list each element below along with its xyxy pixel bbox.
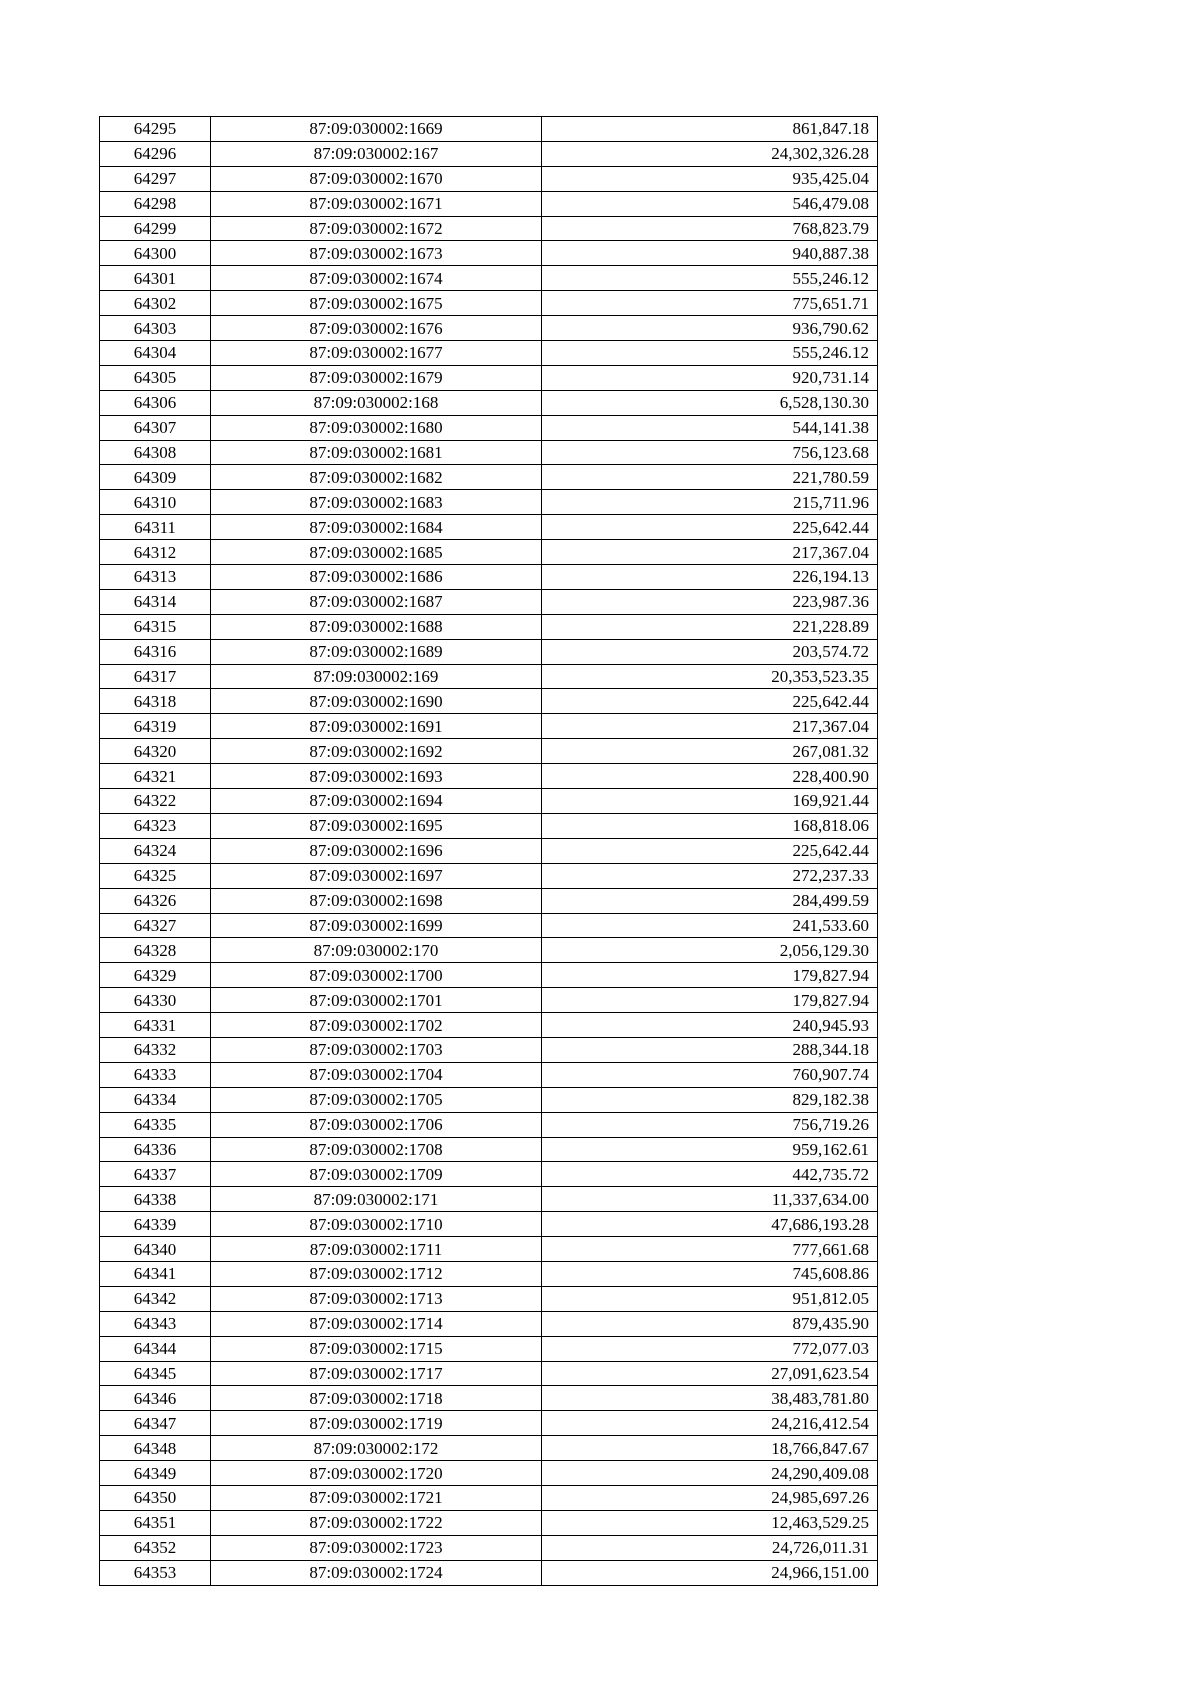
cadastral-number-cell: 87:09:030002:1685 — [211, 540, 542, 565]
row-number-cell: 64318 — [100, 689, 211, 714]
value-cell: 544,141.38 — [542, 415, 878, 440]
cadastral-number-cell: 87:09:030002:1677 — [211, 341, 542, 366]
value-cell: 223,987.36 — [542, 589, 878, 614]
table-row — [100, 540, 878, 565]
row-number-cell: 64301 — [100, 266, 211, 291]
row-number-cell: 64311 — [100, 515, 211, 540]
row-number-cell: 64336 — [100, 1137, 211, 1162]
table-body — [100, 117, 878, 1586]
value-cell: 169,921.44 — [542, 789, 878, 814]
cadastral-number-cell: 87:09:030002:167 — [211, 141, 542, 166]
table-row — [100, 789, 878, 814]
table-row — [100, 714, 878, 739]
value-cell: 203,574.72 — [542, 639, 878, 664]
value-cell: 27,091,623.54 — [542, 1361, 878, 1386]
table-row — [100, 1162, 878, 1187]
cadastral-number-cell: 87:09:030002:1724 — [211, 1560, 542, 1585]
row-number-cell: 64306 — [100, 390, 211, 415]
table-row — [100, 1137, 878, 1162]
value-cell: 221,780.59 — [542, 465, 878, 490]
table-row — [100, 291, 878, 316]
table-row — [100, 1286, 878, 1311]
row-number-cell: 64296 — [100, 141, 211, 166]
row-number-cell: 64322 — [100, 789, 211, 814]
value-cell: 24,985,697.26 — [542, 1485, 878, 1510]
row-number-cell: 64348 — [100, 1436, 211, 1461]
row-number-cell: 64307 — [100, 415, 211, 440]
row-number-cell: 64335 — [100, 1112, 211, 1137]
cadastral-number-cell: 87:09:030002:1686 — [211, 565, 542, 590]
table-row — [100, 216, 878, 241]
row-number-cell: 64302 — [100, 291, 211, 316]
table-row — [100, 764, 878, 789]
cadastral-number-cell: 87:09:030002:1682 — [211, 465, 542, 490]
value-cell: 226,194.13 — [542, 565, 878, 590]
table-row — [100, 639, 878, 664]
cadastral-number-cell: 87:09:030002:1720 — [211, 1461, 542, 1486]
value-cell: 284,499.59 — [542, 888, 878, 913]
value-cell: 24,726,011.31 — [542, 1535, 878, 1560]
value-cell: 745,608.86 — [542, 1261, 878, 1286]
cadastral-number-cell: 87:09:030002:1703 — [211, 1037, 542, 1062]
table-row — [100, 838, 878, 863]
table-row — [100, 415, 878, 440]
cadastral-number-cell: 87:09:030002:169 — [211, 664, 542, 689]
row-number-cell: 64319 — [100, 714, 211, 739]
cadastral-number-cell: 87:09:030002:1699 — [211, 913, 542, 938]
row-number-cell: 64343 — [100, 1311, 211, 1336]
row-number-cell: 64330 — [100, 988, 211, 1013]
value-cell: 772,077.03 — [542, 1336, 878, 1361]
cadastral-number-cell: 87:09:030002:171 — [211, 1187, 542, 1212]
value-cell: 940,887.38 — [542, 241, 878, 266]
row-number-cell: 64340 — [100, 1237, 211, 1262]
row-number-cell: 64345 — [100, 1361, 211, 1386]
table-row — [100, 1510, 878, 1535]
table-row — [100, 1560, 878, 1585]
row-number-cell: 64314 — [100, 589, 211, 614]
value-cell: 38,483,781.80 — [542, 1386, 878, 1411]
cadastral-number-cell: 87:09:030002:1721 — [211, 1485, 542, 1510]
value-cell: 951,812.05 — [542, 1286, 878, 1311]
table-row — [100, 166, 878, 191]
table-row — [100, 1436, 878, 1461]
table-row — [100, 316, 878, 341]
value-cell: 215,711.96 — [542, 490, 878, 515]
table-row — [100, 1386, 878, 1411]
table-row — [100, 515, 878, 540]
row-number-cell: 64324 — [100, 838, 211, 863]
cadastral-number-cell: 87:09:030002:1693 — [211, 764, 542, 789]
cadastral-number-cell: 87:09:030002:1700 — [211, 963, 542, 988]
cadastral-number-cell: 87:09:030002:1710 — [211, 1212, 542, 1237]
row-number-cell: 64333 — [100, 1062, 211, 1087]
row-number-cell: 64332 — [100, 1037, 211, 1062]
value-cell: 47,686,193.28 — [542, 1212, 878, 1237]
table-row — [100, 739, 878, 764]
row-number-cell: 64298 — [100, 191, 211, 216]
table-row — [100, 266, 878, 291]
row-number-cell: 64297 — [100, 166, 211, 191]
table-row — [100, 614, 878, 639]
value-cell: 11,337,634.00 — [542, 1187, 878, 1212]
row-number-cell: 64295 — [100, 117, 211, 142]
value-cell: 267,081.32 — [542, 739, 878, 764]
value-cell: 228,400.90 — [542, 764, 878, 789]
value-cell: 546,479.08 — [542, 191, 878, 216]
table-row — [100, 490, 878, 515]
row-number-cell: 64320 — [100, 739, 211, 764]
value-cell: 756,123.68 — [542, 440, 878, 465]
cadastral-number-cell: 87:09:030002:1712 — [211, 1261, 542, 1286]
row-number-cell: 64305 — [100, 365, 211, 390]
cadastral-number-cell: 87:09:030002:1702 — [211, 1013, 542, 1038]
table-row — [100, 1336, 878, 1361]
row-number-cell: 64317 — [100, 664, 211, 689]
cadastral-number-cell: 87:09:030002:1681 — [211, 440, 542, 465]
row-number-cell: 64350 — [100, 1485, 211, 1510]
cadastral-number-cell: 87:09:030002:1697 — [211, 863, 542, 888]
cadastral-number-cell: 87:09:030002:1698 — [211, 888, 542, 913]
table-row — [100, 141, 878, 166]
cadastral-number-cell: 87:09:030002:1709 — [211, 1162, 542, 1187]
cadastral-number-cell: 87:09:030002:1715 — [211, 1336, 542, 1361]
cadastral-number-cell: 87:09:030002:1713 — [211, 1286, 542, 1311]
table-row — [100, 963, 878, 988]
row-number-cell: 64339 — [100, 1212, 211, 1237]
table-row — [100, 117, 878, 142]
cadastral-number-cell: 87:09:030002:1704 — [211, 1062, 542, 1087]
table-row — [100, 440, 878, 465]
table-row — [100, 241, 878, 266]
value-cell: 555,246.12 — [542, 341, 878, 366]
value-cell: 24,966,151.00 — [542, 1560, 878, 1585]
cadastral-number-cell: 87:09:030002:1701 — [211, 988, 542, 1013]
row-number-cell: 64349 — [100, 1461, 211, 1486]
table-row — [100, 589, 878, 614]
cadastral-number-cell: 87:09:030002:168 — [211, 390, 542, 415]
table-row — [100, 191, 878, 216]
row-number-cell: 64310 — [100, 490, 211, 515]
row-number-cell: 64313 — [100, 565, 211, 590]
table-row — [100, 1461, 878, 1486]
cadastral-number-cell: 87:09:030002:1684 — [211, 515, 542, 540]
cadastral-number-cell: 87:09:030002:1692 — [211, 739, 542, 764]
row-number-cell: 64346 — [100, 1386, 211, 1411]
cadastral-number-cell: 87:09:030002:1723 — [211, 1535, 542, 1560]
row-number-cell: 64331 — [100, 1013, 211, 1038]
value-cell: 217,367.04 — [542, 714, 878, 739]
value-cell: 6,528,130.30 — [542, 390, 878, 415]
row-number-cell: 64334 — [100, 1087, 211, 1112]
table-row — [100, 1062, 878, 1087]
row-number-cell: 64351 — [100, 1510, 211, 1535]
cadastral-number-cell: 87:09:030002:1669 — [211, 117, 542, 142]
cadastral-number-cell: 87:09:030002:1689 — [211, 639, 542, 664]
row-number-cell: 64329 — [100, 963, 211, 988]
table-row — [100, 813, 878, 838]
value-cell: 959,162.61 — [542, 1137, 878, 1162]
value-cell: 241,533.60 — [542, 913, 878, 938]
row-number-cell: 64327 — [100, 913, 211, 938]
value-cell: 920,731.14 — [542, 365, 878, 390]
row-number-cell: 64353 — [100, 1560, 211, 1585]
row-number-cell: 64323 — [100, 813, 211, 838]
cadastral-number-cell: 87:09:030002:1722 — [211, 1510, 542, 1535]
cadastral-number-cell: 87:09:030002:1690 — [211, 689, 542, 714]
table-row — [100, 465, 878, 490]
table-row — [100, 1411, 878, 1436]
value-cell: 18,766,847.67 — [542, 1436, 878, 1461]
table-row — [100, 1311, 878, 1336]
cadastral-number-cell: 87:09:030002:1680 — [211, 415, 542, 440]
table-row — [100, 1535, 878, 1560]
row-number-cell: 64303 — [100, 316, 211, 341]
table-row — [100, 1087, 878, 1112]
cadastral-number-cell: 87:09:030002:1672 — [211, 216, 542, 241]
row-number-cell: 64328 — [100, 938, 211, 963]
cadastral-number-cell: 87:09:030002:1670 — [211, 166, 542, 191]
table-row — [100, 1485, 878, 1510]
table-row — [100, 938, 878, 963]
table-row — [100, 689, 878, 714]
cadastral-number-cell: 87:09:030002:1708 — [211, 1137, 542, 1162]
table-row — [100, 888, 878, 913]
cadastral-number-cell: 87:09:030002:1683 — [211, 490, 542, 515]
cadastral-number-cell: 87:09:030002:1711 — [211, 1237, 542, 1262]
value-cell: 861,847.18 — [542, 117, 878, 142]
cadastral-number-cell: 87:09:030002:1679 — [211, 365, 542, 390]
table-row — [100, 1037, 878, 1062]
value-cell: 829,182.38 — [542, 1087, 878, 1112]
table-row — [100, 565, 878, 590]
row-number-cell: 64321 — [100, 764, 211, 789]
value-cell: 225,642.44 — [542, 838, 878, 863]
cadastral-number-cell: 87:09:030002:1717 — [211, 1361, 542, 1386]
value-cell: 768,823.79 — [542, 216, 878, 241]
cadastral-number-cell: 87:09:030002:1674 — [211, 266, 542, 291]
row-number-cell: 64304 — [100, 341, 211, 366]
cadastral-number-cell: 87:09:030002:1676 — [211, 316, 542, 341]
value-cell: 12,463,529.25 — [542, 1510, 878, 1535]
cadastral-number-cell: 87:09:030002:170 — [211, 938, 542, 963]
cadastral-number-cell: 87:09:030002:1687 — [211, 589, 542, 614]
table-row — [100, 1237, 878, 1262]
row-number-cell: 64315 — [100, 614, 211, 639]
table-row — [100, 365, 878, 390]
value-cell: 168,818.06 — [542, 813, 878, 838]
cadastral-value-table — [99, 116, 878, 1586]
table-row — [100, 1212, 878, 1237]
cadastral-number-cell: 87:09:030002:1696 — [211, 838, 542, 863]
value-cell: 20,353,523.35 — [542, 664, 878, 689]
row-number-cell: 64338 — [100, 1187, 211, 1212]
row-number-cell: 64342 — [100, 1286, 211, 1311]
cadastral-number-cell: 87:09:030002:1695 — [211, 813, 542, 838]
value-cell: 935,425.04 — [542, 166, 878, 191]
value-cell: 225,642.44 — [542, 689, 878, 714]
row-number-cell: 64325 — [100, 863, 211, 888]
value-cell: 442,735.72 — [542, 1162, 878, 1187]
value-cell: 179,827.94 — [542, 988, 878, 1013]
cadastral-number-cell: 87:09:030002:1688 — [211, 614, 542, 639]
cadastral-number-cell: 87:09:030002:1705 — [211, 1087, 542, 1112]
value-cell: 217,367.04 — [542, 540, 878, 565]
cadastral-number-cell: 87:09:030002:1675 — [211, 291, 542, 316]
cadastral-number-cell: 87:09:030002:1673 — [211, 241, 542, 266]
table-row — [100, 1261, 878, 1286]
value-cell: 221,228.89 — [542, 614, 878, 639]
row-number-cell: 64312 — [100, 540, 211, 565]
table-row — [100, 913, 878, 938]
value-cell: 760,907.74 — [542, 1062, 878, 1087]
table-row — [100, 1361, 878, 1386]
cadastral-number-cell: 87:09:030002:1691 — [211, 714, 542, 739]
cadastral-number-cell: 87:09:030002:1719 — [211, 1411, 542, 1436]
row-number-cell: 64326 — [100, 888, 211, 913]
value-cell: 2,056,129.30 — [542, 938, 878, 963]
cadastral-number-cell: 87:09:030002:1714 — [211, 1311, 542, 1336]
value-cell: 879,435.90 — [542, 1311, 878, 1336]
row-number-cell: 64316 — [100, 639, 211, 664]
value-cell: 936,790.62 — [542, 316, 878, 341]
value-cell: 775,651.71 — [542, 291, 878, 316]
row-number-cell: 64344 — [100, 1336, 211, 1361]
value-cell: 225,642.44 — [542, 515, 878, 540]
table-row — [100, 863, 878, 888]
value-cell: 272,237.33 — [542, 863, 878, 888]
row-number-cell: 64347 — [100, 1411, 211, 1436]
cadastral-number-cell: 87:09:030002:172 — [211, 1436, 542, 1461]
value-cell: 24,290,409.08 — [542, 1461, 878, 1486]
table-row — [100, 1112, 878, 1137]
row-number-cell: 64300 — [100, 241, 211, 266]
value-cell: 777,661.68 — [542, 1237, 878, 1262]
table-row — [100, 664, 878, 689]
row-number-cell: 64337 — [100, 1162, 211, 1187]
row-number-cell: 64352 — [100, 1535, 211, 1560]
row-number-cell: 64308 — [100, 440, 211, 465]
value-cell: 756,719.26 — [542, 1112, 878, 1137]
cadastral-number-cell: 87:09:030002:1706 — [211, 1112, 542, 1137]
cadastral-number-cell: 87:09:030002:1718 — [211, 1386, 542, 1411]
table-row — [100, 1013, 878, 1038]
table-row — [100, 988, 878, 1013]
row-number-cell: 64309 — [100, 465, 211, 490]
value-cell: 24,216,412.54 — [542, 1411, 878, 1436]
row-number-cell: 64341 — [100, 1261, 211, 1286]
value-cell: 179,827.94 — [542, 963, 878, 988]
row-number-cell: 64299 — [100, 216, 211, 241]
value-cell: 240,945.93 — [542, 1013, 878, 1038]
table-row — [100, 1187, 878, 1212]
cadastral-number-cell: 87:09:030002:1671 — [211, 191, 542, 216]
table-row — [100, 390, 878, 415]
value-cell: 288,344.18 — [542, 1037, 878, 1062]
table-row — [100, 341, 878, 366]
cadastral-number-cell: 87:09:030002:1694 — [211, 789, 542, 814]
value-cell: 24,302,326.28 — [542, 141, 878, 166]
value-cell: 555,246.12 — [542, 266, 878, 291]
